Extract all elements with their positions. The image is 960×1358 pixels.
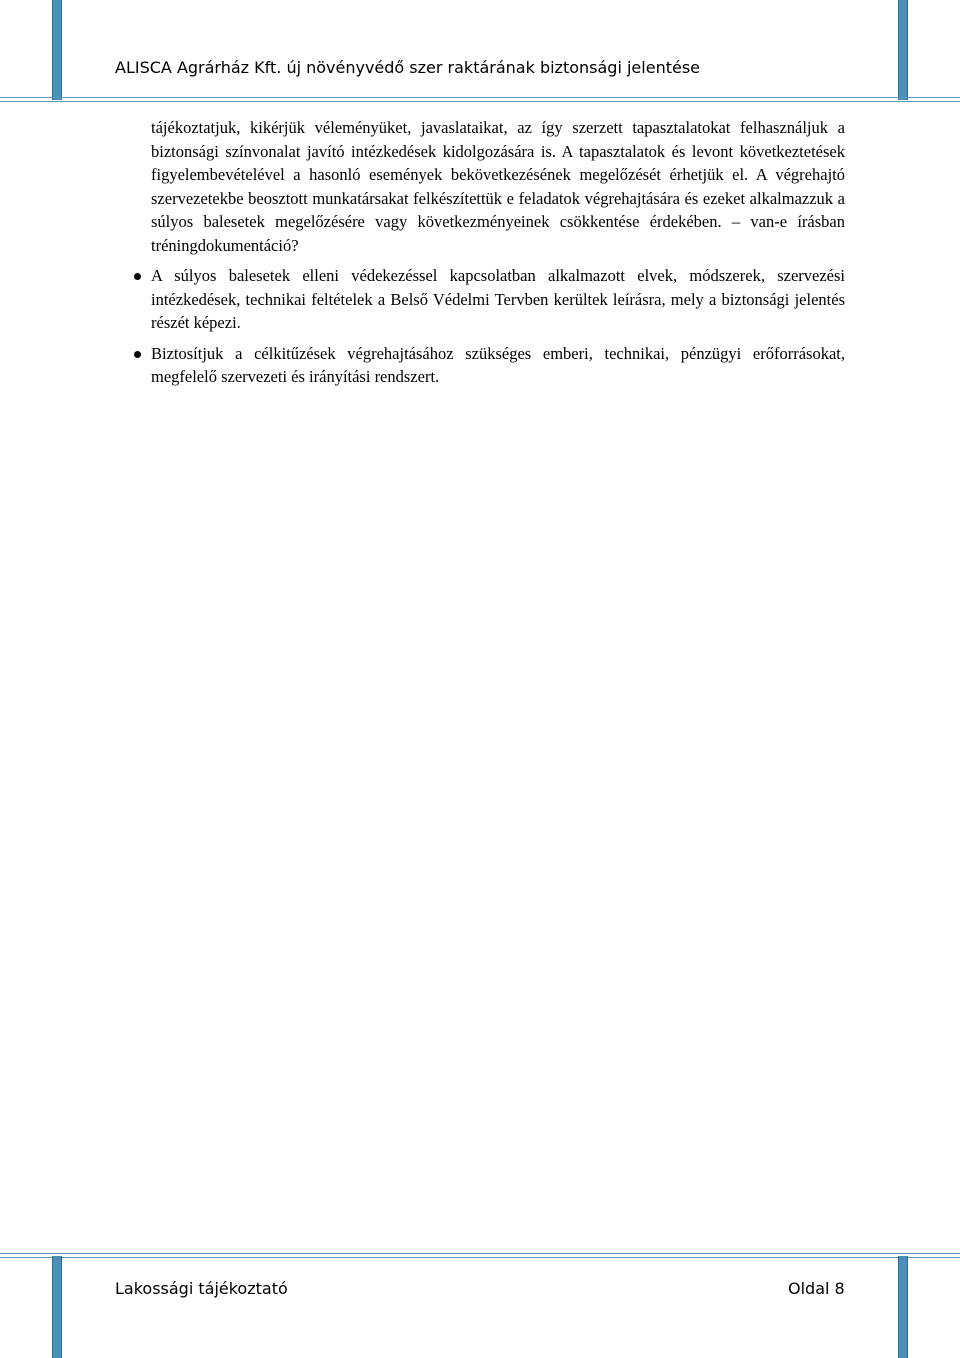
footer-right-accent-bar: [898, 1256, 908, 1358]
footer-document-name: Lakossági tájékoztató: [115, 1279, 288, 1298]
body-paragraph: tájékoztatjuk, kikérjük véleményüket, javaslataikat, az így szerzett tapasztalatokat felhasználjuk a biztonsági színvonalat javító intézkedések kidolgozására is. A tapasztalatok és levont következtetések figyelembevételével a hasonló események bekövetkezésének megelőzését érhetjük el. A végrehajtó szervezetekbe beosztott munkatársakat felkészítettük e feladatok végrehajtására és ezeket alkalmazzuk a súlyos balesetek megelőzésére vagy következményeinek csökkentése érdekében. – van-e írásban tréningdokumentáció?: [151, 118, 845, 255]
footer-rule: [0, 1253, 960, 1258]
bullet-icon: [134, 351, 141, 358]
header-title: ALISCA Agrárház Kft. új növényvédő szer raktárának biztonsági jelentése: [115, 58, 700, 77]
header-left-accent-bar: [52, 0, 62, 100]
main-content: [151, 116, 845, 389]
list-item: [151, 342, 845, 389]
footer-left-accent-bar: [52, 1256, 62, 1358]
header-right-accent-bar: [898, 0, 908, 100]
list-item-text: Biztosítjuk a célkitűzések végrehajtásához szükséges emberi, technikai, pénzügyi erőforrásokat, megfelelő szervezeti és irányítási rendszert.: [151, 343, 845, 386]
bullet-list: [151, 264, 845, 389]
list-item: [151, 264, 845, 335]
footer-page-number: Oldal 8: [788, 1279, 845, 1298]
bullet-icon: [134, 273, 141, 280]
list-item-text: A súlyos balesetek elleni védekezéssel kapcsolatban alkalmazott elvek, módszerek, szervezési intézkedések, technikai feltételek a Belső Védelmi Tervben kerültek leírásra, mely a biztonsági jelentés részét képezi.: [151, 266, 845, 332]
header-rule: [0, 97, 960, 102]
